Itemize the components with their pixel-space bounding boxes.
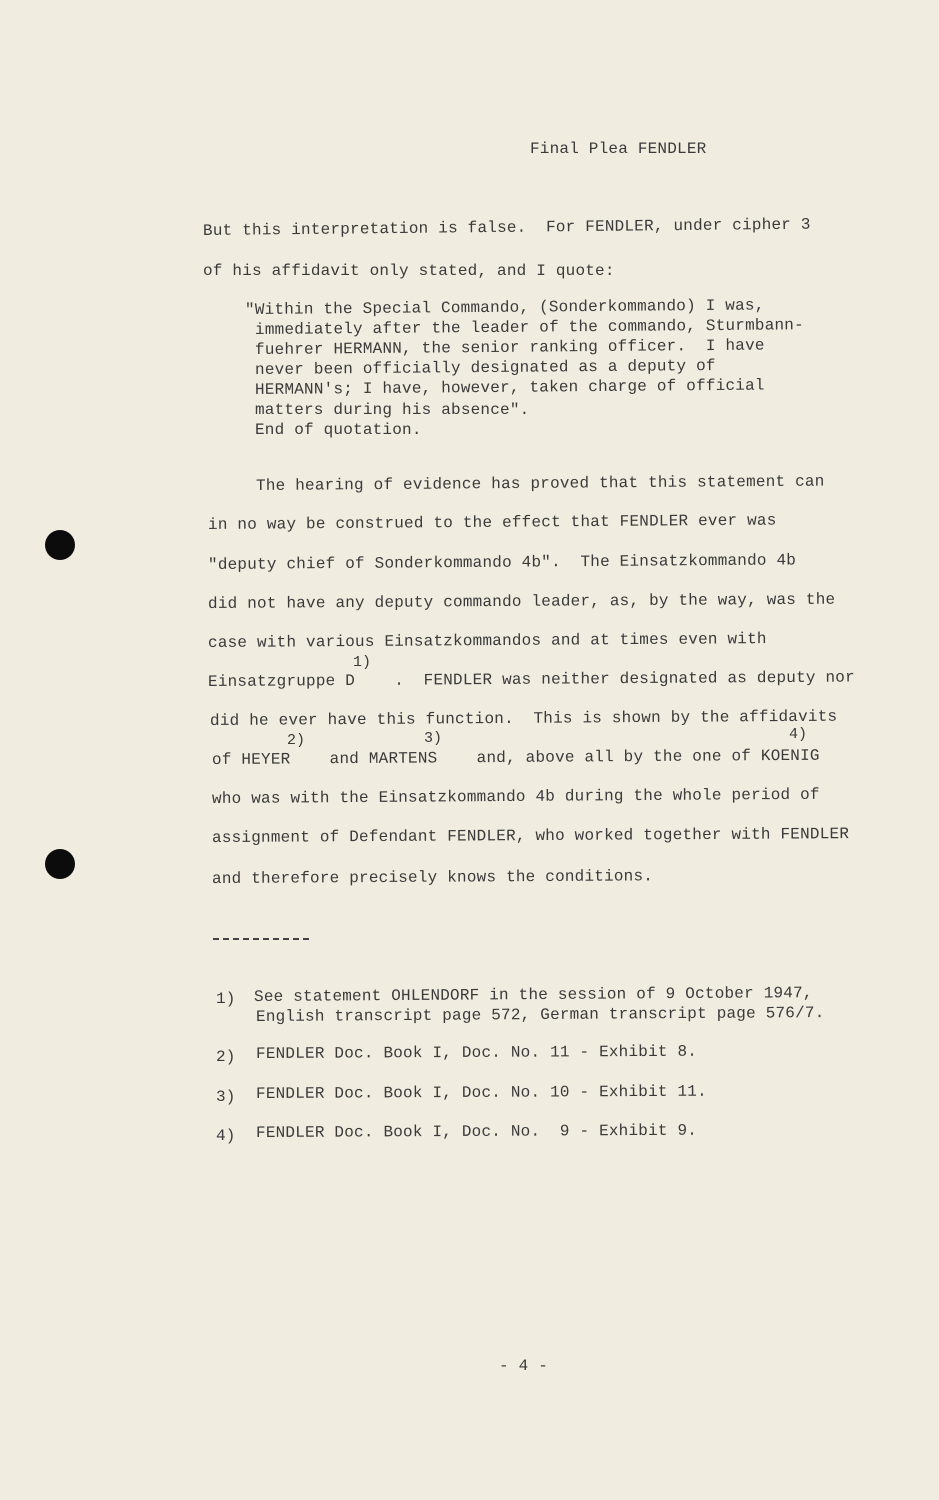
footnote-text: FENDLER Doc. Book I, Doc. No. 9 - Exhibit 9. [255,1121,698,1142]
quote-line: End of quotation. [255,421,422,439]
paragraph-line: of his affidavit only stated, and I quote: [203,262,615,280]
paragraph-line: in no way be construed to the effect that FENDLER ever was [207,511,777,534]
footnote-ref: 4) [789,726,808,743]
quote-line: matters during his absence". [255,401,530,419]
punch-hole [45,530,75,560]
page-number: - 4 - [499,1357,549,1375]
footnote-number: 1) [216,990,236,1008]
paragraph-line: of HEYER and MARTENS and, above all by the one of KOENIG [211,746,820,769]
quote-line: never been officially designated as a deputy of [254,356,716,379]
paragraph-line: assignment of Defendant FENDLER, who worked together with FENDLER [211,825,850,847]
footnote-ref: 2) [287,732,306,749]
footnote-text: See statement OHLENDORF in the session of 9 October 1947, [253,984,813,1006]
footnote-separator [213,938,309,942]
paragraph-line: case with various Einsatzkommandos and at times even with [207,630,767,652]
paragraph-line: But this interpretation is false. For FENDLER, under cipher 3 [202,215,811,240]
page-header: Final Plea FENDLER [530,140,707,158]
footnote-ref: 3) [424,730,443,747]
footnote-number: 3) [216,1088,236,1106]
quote-line: "Within the Special Commando, (Sonderkommando) I was, [244,296,765,319]
footnote-ref: 1) [353,654,372,671]
footnote-text: English transcript page 572, German transcript page 576/7. [255,1004,825,1026]
punch-hole [45,849,75,879]
paragraph-line: The hearing of evidence has proved that this statement can [255,472,825,495]
quote-line: immediately after the leader of the commando, Sturmbann- [254,316,804,339]
paragraph-line: Einsatzgruppe D . FENDLER was neither designated as deputy nor [207,668,855,691]
paragraph-line: did he ever have this function. This is shown by the affidavits [209,707,838,730]
footnote-number: 2) [216,1048,236,1066]
paragraph-line: "deputy chief of Sonderkommando 4b". The Einsatzkommando 4b [207,551,797,574]
paragraph-line: did not have any deputy commando leader, as, by the way, was the [207,590,836,613]
paragraph-line: who was with the Einsatzkommando 4b during the whole period of [211,785,820,808]
footnote-number: 4) [216,1127,236,1145]
quote-line: fuehrer HERMANN, the senior ranking officer. I have [254,336,765,359]
paragraph-line: and therefore precisely knows the conditions. [211,867,654,888]
quote-line: HERMANN's; I have, however, taken charge of official [254,376,765,399]
footnote-text: FENDLER Doc. Book I, Doc. No. 10 - Exhibit 11. [255,1082,707,1103]
footnote-text: FENDLER Doc. Book I, Doc. No. 11 - Exhibit 8. [255,1042,698,1063]
